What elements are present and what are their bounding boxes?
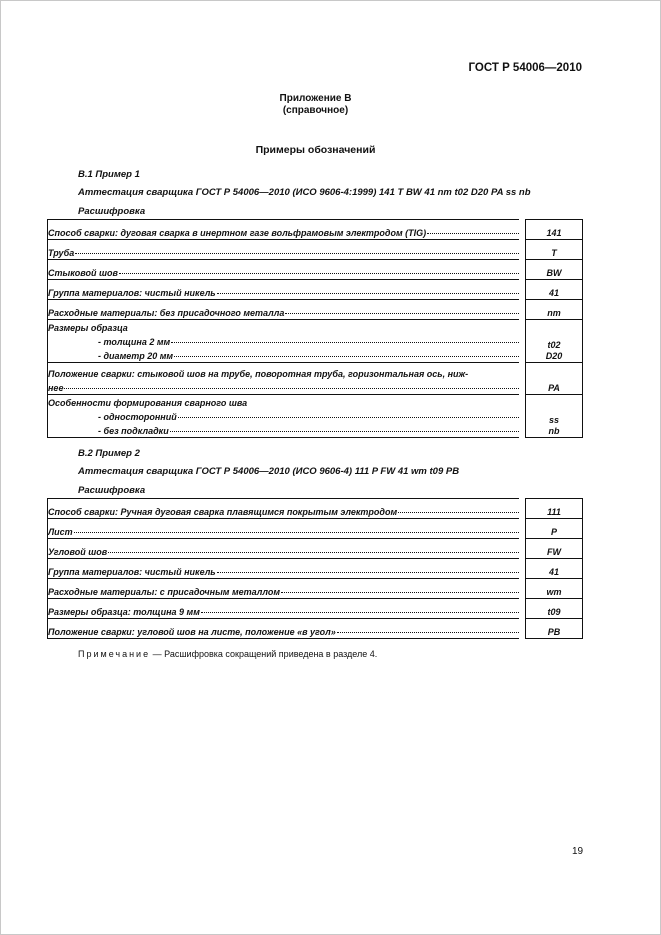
- row-code: 111: [526, 499, 583, 519]
- table-row: [48, 220, 583, 240]
- row-description: Угловой шов: [48, 539, 520, 559]
- annex-heading: [1, 93, 630, 117]
- table-row: [48, 363, 583, 395]
- table-row: [48, 280, 583, 300]
- row-code: 41: [526, 280, 583, 300]
- note-dash: —: [152, 649, 162, 659]
- table-row: [48, 539, 583, 559]
- row-description: Расходные материалы: с присадочным металлом: [48, 579, 520, 599]
- row-description: Размеры образца: толщина 9 мм: [48, 599, 520, 619]
- example1-table: [47, 219, 583, 438]
- example2-designation: Аттестация сварщика ГОСТ Р 54006—2010 (ИСО 9606-4) 111 P FW 41 wm t09 PB: [78, 466, 460, 477]
- row-code: t09: [526, 599, 583, 619]
- table-row: [48, 499, 583, 519]
- table-row: [48, 579, 583, 599]
- example2-decoding-label: Расшифровка: [78, 485, 146, 496]
- example2-heading: В.2 Пример 2: [78, 448, 140, 459]
- row-description: Лист: [48, 519, 520, 539]
- annex-title: Приложение В: [279, 93, 352, 104]
- note: [78, 649, 377, 659]
- standard-code: ГОСТ Р 54006—2010: [468, 62, 582, 74]
- page-number: 19: [572, 846, 584, 857]
- section-title: Примеры обозначений: [255, 144, 376, 156]
- table-row: [48, 559, 583, 579]
- example1-decoding-label: Расшифровка: [78, 206, 146, 217]
- row-code: 141: [526, 220, 583, 240]
- row-code: ss nb: [526, 395, 583, 438]
- row-description: Расходные материалы: без присадочного металла: [48, 300, 520, 320]
- row-description: Положение сварки: угловой шов на листе, положение «в угол»: [48, 619, 520, 639]
- note-label: Примечание: [78, 649, 151, 659]
- example1-designation: Аттестация сварщика ГОСТ Р 54006—2010 (ИСО 9606-4:1999) 141 T BW 41 nm t02 D20 PA ss nb: [78, 187, 531, 198]
- table-row: [48, 260, 583, 280]
- table-row: [48, 619, 583, 639]
- row-description: Способ сварки: дуговая сварка в инертном газе вольфрамовым электродом (TIG): [48, 220, 520, 240]
- row-description: Положение сварки: стыковой шов на трубе, поворотная труба, горизонтальная ось, ниж- нее: [48, 363, 520, 395]
- table-row: [48, 599, 583, 619]
- example2-table: [47, 498, 583, 639]
- row-description: Способ сварки: Ручная дуговая сварка плавящимся покрытым электродом: [48, 499, 520, 519]
- table-row: [48, 300, 583, 320]
- table-row: [48, 519, 583, 539]
- row-code: FW: [526, 539, 583, 559]
- row-code: 41: [526, 559, 583, 579]
- row-code: P: [526, 519, 583, 539]
- row-code: wm: [526, 579, 583, 599]
- row-code: t02 D20: [526, 320, 583, 363]
- row-code: nm: [526, 300, 583, 320]
- annex-subtitle: (справочное): [282, 105, 349, 116]
- row-description: Особенности формирования сварного шва - односторонний - без подкладки: [48, 395, 520, 438]
- table-row: [48, 240, 583, 260]
- row-description: Группа материалов: чистый никель: [48, 280, 520, 300]
- note-text: Расшифровка сокращений приведена в разделе 4.: [164, 649, 378, 659]
- example1-heading: В.1 Пример 1: [78, 169, 140, 180]
- row-description: Стыковой шов: [48, 260, 520, 280]
- row-code: BW: [526, 260, 583, 280]
- row-description: Группа материалов: чистый никель: [48, 559, 520, 579]
- row-code: PA: [526, 363, 583, 395]
- row-description: Размеры образца - толщина 2 мм - диаметр 20 мм: [48, 320, 520, 363]
- row-code: PB: [526, 619, 583, 639]
- table-row: [48, 320, 583, 363]
- table-row: [48, 395, 583, 438]
- row-description: Труба: [48, 240, 520, 260]
- row-code: T: [526, 240, 583, 260]
